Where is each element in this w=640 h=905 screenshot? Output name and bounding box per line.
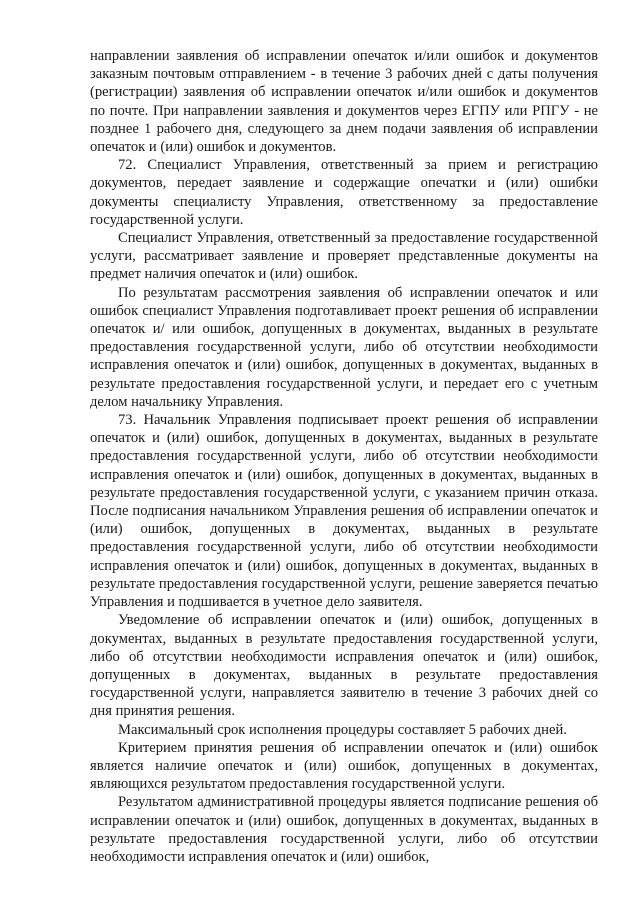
- paragraph: По результатам рассмотрения заявления об исправлении опечаток и или ошибок специалист Управления подготавливает проект решения об исправлении опечаток и/ или ошибок, допущенных в документах, выданных в результате предоставления государственной услуги, либо об отсутствии необходимости исправления опечаток и (или) ошибок, допущенных в документах, выданных в результате предоставления государственной услуги, и передает его с учетным делом начальнику Управления.: [90, 284, 598, 410]
- paragraph: Критерием принятия решения об исправлении опечаток и (или) ошибок является наличие опечаток и (или) ошибок, допущенных в документах, являющихся результатом предоставления государственной услуги.: [90, 739, 598, 793]
- document-page: [90, 47, 598, 866]
- paragraph: 73. Начальник Управления подписывает проект решения об исправлении опечаток и (или) ошибок, допущенных в документах, выданных в результате предоставления государственной услуги, либо об отсутствии необходимости исправления опечаток и (или) ошибок, допущенных в документах, выданных в результате предоставления государственной услуги, с указанием причин отказа. После подписания начальником Управления решения об исправлении опечаток и (или) ошибок, допущенных в документах, выданных в результате предоставления государственной услуги, либо об отсутствии необходимости исправления опечаток и (или) ошибок, допущенных в документах, выданных в результате предоставления государственной услуги, решение заверяется печатью Управления и подшивается в учетное дело заявителя.: [90, 412, 598, 611]
- paragraph: Уведомление об исправлении опечаток и (или) ошибок, допущенных в документах, выданных в результате предоставления государственной услуги, либо об отсутствии необходимости исправления опечаток и (или) ошибок, допущенных в документах, выданных в результате предоставления государственной услуги, направляется заявителю в течение 3 рабочих дней со дня принятия решения.: [90, 612, 598, 720]
- paragraph: Максимальный срок исполнения процедуры составляет 5 рабочих дней.: [118, 721, 567, 738]
- paragraph: Специалист Управления, ответственный за предоставление государственной услуги, рассматривает заявление и проверяет представленные документы на предмет наличия опечаток и (или) ошибок.: [90, 230, 598, 283]
- paragraph: направлении заявления об исправлении опечаток и/или ошибок и документов заказным почтовым отправлением - в течение 3 рабочих дней с даты получения (регистрации) заявления об исправлении опечаток и/или ошибок и документов по почте. При направлении заявления и документов через ЕГПУ или РПГУ - не позднее 1 рабочего дня, следующего за днем подачи заявления об исправлении опечаток и (или) ошибок и документов.: [90, 48, 598, 156]
- paragraph: Результатом административной процедуры является подписание решения об исправлении опечаток и (или) ошибок, допущенных в документах, выданных в результате предоставления государственной услуги, либо об отсутствии необходимости исправления опечаток и (или) ошибок,: [90, 794, 598, 865]
- paragraph: 72. Специалист Управления, ответственный за прием и регистрацию документов, передает заявление и содержащие опечатки и (или) ошибки документы специалисту Управления, ответственному за предоставление государственной услуги.: [90, 157, 598, 228]
